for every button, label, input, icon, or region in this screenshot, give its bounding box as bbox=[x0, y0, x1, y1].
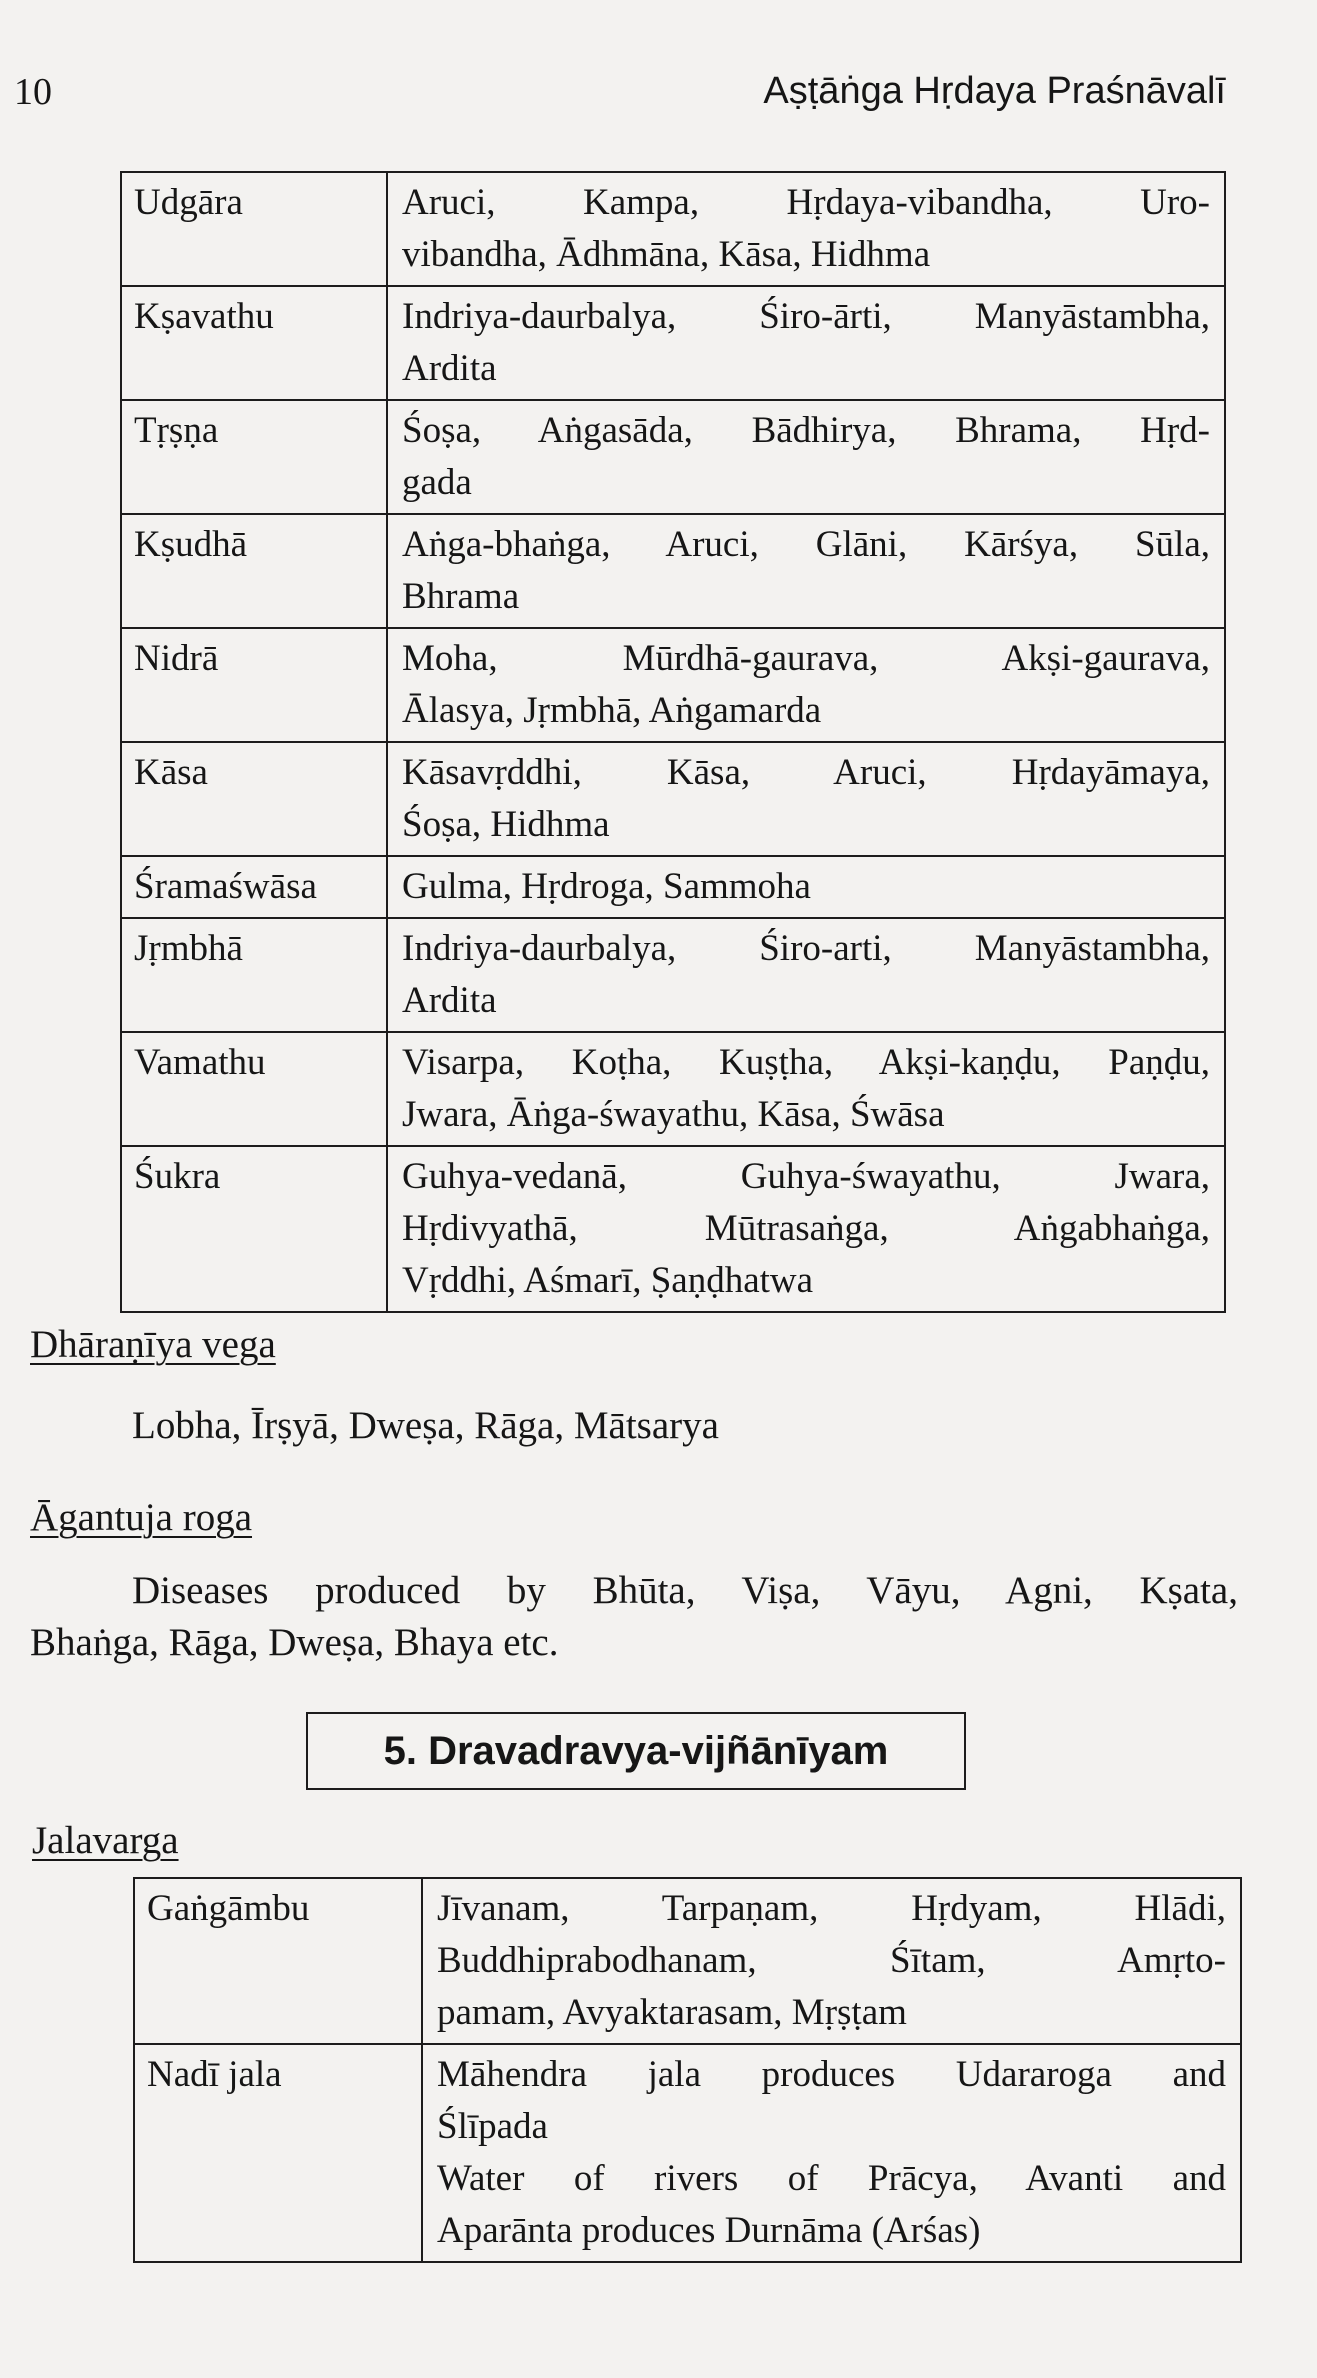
table-row bbox=[121, 1146, 1225, 1312]
description-line: Hṛdivyathā, Mūtrasaṅga, Aṅgabhaṅga, bbox=[402, 1208, 1210, 1249]
section-title: 5. Dravadravya-vijñānīyam bbox=[306, 1712, 966, 1790]
description-cell bbox=[387, 742, 1225, 856]
description-line: Buddhiprabodhanam, Śītam, Amṛto- bbox=[437, 1940, 1226, 1981]
jalavarga-heading: Jalavarga bbox=[32, 1819, 179, 1862]
term-cell: Kṣudhā bbox=[121, 514, 387, 628]
description-line: Visarpa, Koṭha, Kuṣṭha, Akṣi-kaṇḍu, Paṇḍu, bbox=[402, 1042, 1210, 1083]
description-line: Ślīpada bbox=[437, 2106, 548, 2147]
table-row bbox=[121, 628, 1225, 742]
agantuja-line: Bhaṅga, Rāga, Dweṣa, Bhaya etc. bbox=[30, 1621, 559, 1664]
page-header bbox=[14, 70, 1226, 120]
description-line: gada bbox=[402, 462, 472, 503]
description-line: Water of rivers of Prācya, Avanti and bbox=[437, 2158, 1226, 2199]
table-row bbox=[121, 514, 1225, 628]
description-line: Ardita bbox=[402, 348, 497, 389]
description-line: Ālasya, Jṛmbhā, Aṅgamarda bbox=[402, 690, 822, 731]
term-cell: Udgāra bbox=[121, 172, 387, 286]
description-line: Aṅga-bhaṅga, Aruci, Glāni, Kārśya, Sūla, bbox=[402, 524, 1210, 565]
term-cell: Nidrā bbox=[121, 628, 387, 742]
table-row bbox=[121, 172, 1225, 286]
description-cell bbox=[387, 514, 1225, 628]
term-cell: Vamathu bbox=[121, 1032, 387, 1146]
description-line: Guhya-vedanā, Guhya-śwayathu, Jwara, bbox=[402, 1156, 1210, 1197]
description-line: Gulma, Hṛdroga, Sammoha bbox=[402, 866, 811, 907]
description-line: Ardita bbox=[402, 980, 497, 1021]
description-line: Vṛddhi, Aśmarī, Ṣaṇḍhatwa bbox=[402, 1260, 814, 1301]
dharaniya-heading: Dhāraṇīya vega bbox=[30, 1323, 276, 1366]
table-row bbox=[121, 918, 1225, 1032]
agantuja-line: Diseases produced by Bhūta, Viṣa, Vāyu, Agni, Kṣata, bbox=[132, 1569, 1238, 1612]
term-cell: Kṣavathu bbox=[121, 286, 387, 400]
term-cell: Tṛṣṇa bbox=[121, 400, 387, 514]
agantuja-heading: Āgantuja roga bbox=[30, 1496, 253, 1539]
description-line: Śoṣa, Hidhma bbox=[402, 804, 610, 845]
term-cell: Nadī jala bbox=[134, 2044, 422, 2262]
description-line: vibandha, Ādhmāna, Kāsa, Hidhma bbox=[402, 234, 931, 275]
description-line: Māhendra jala produces Udararoga and bbox=[437, 2054, 1226, 2095]
description-line: pamam, Avyaktarasam, Mṛṣṭam bbox=[437, 1992, 907, 2033]
description-cell bbox=[387, 1146, 1225, 1312]
description-cell bbox=[387, 856, 1225, 918]
description-cell bbox=[422, 1878, 1241, 2044]
term-cell: Kāsa bbox=[121, 742, 387, 856]
term-cell: Gaṅgāmbu bbox=[134, 1878, 422, 2044]
description-line: Indriya-daurbalya, Śiro-ārti, Manyāstambha, bbox=[402, 296, 1210, 337]
running-title: Aṣṭāṅga Hṛdaya Praśnāvalī bbox=[763, 70, 1226, 112]
jalavarga-table bbox=[133, 1877, 1242, 2263]
description-cell bbox=[387, 286, 1225, 400]
description-line: Aruci, Kampa, Hṛdaya-vibandha, Uro- bbox=[402, 182, 1210, 223]
table-row bbox=[121, 856, 1225, 918]
description-line: Bhrama bbox=[402, 576, 520, 617]
dharaniya-text: Lobha, Īrṣyā, Dweṣa, Rāga, Mātsarya bbox=[132, 1404, 719, 1447]
agantuja-paragraph bbox=[30, 1565, 1238, 1669]
table-row bbox=[134, 1878, 1241, 2044]
table-row bbox=[121, 286, 1225, 400]
description-cell bbox=[387, 628, 1225, 742]
description-line: Aparānta produces Durnāma (Arśas) bbox=[437, 2210, 981, 2251]
table-row bbox=[121, 400, 1225, 514]
description-cell bbox=[422, 2044, 1241, 2262]
term-cell: Śukra bbox=[121, 1146, 387, 1312]
description-cell bbox=[387, 400, 1225, 514]
description-cell bbox=[387, 918, 1225, 1032]
page-number: 10 bbox=[14, 71, 52, 113]
description-line: Kāsavṛddhi, Kāsa, Aruci, Hṛdayāmaya, bbox=[402, 752, 1210, 793]
description-cell bbox=[387, 1032, 1225, 1146]
description-line: Moha, Mūrdhā-gaurava, Akṣi-gaurava, bbox=[402, 638, 1210, 679]
description-cell bbox=[387, 172, 1225, 286]
table-row bbox=[121, 742, 1225, 856]
term-cell: Śramaśwāsa bbox=[121, 856, 387, 918]
term-cell: Jṛmbhā bbox=[121, 918, 387, 1032]
table-row bbox=[134, 2044, 1241, 2262]
description-line: Jīvanam, Tarpaṇam, Hṛdyam, Hlādi, bbox=[437, 1888, 1226, 1929]
description-line: Jwara, Āṅga-śwayathu, Kāsa, Śwāsa bbox=[402, 1094, 945, 1135]
description-line: Indriya-daurbalya, Śiro-arti, Manyāstambha, bbox=[402, 928, 1210, 969]
vega-table bbox=[120, 171, 1226, 1313]
table-row bbox=[121, 1032, 1225, 1146]
description-line: Śoṣa, Aṅgasāda, Bādhirya, Bhrama, Hṛd- bbox=[402, 410, 1210, 451]
